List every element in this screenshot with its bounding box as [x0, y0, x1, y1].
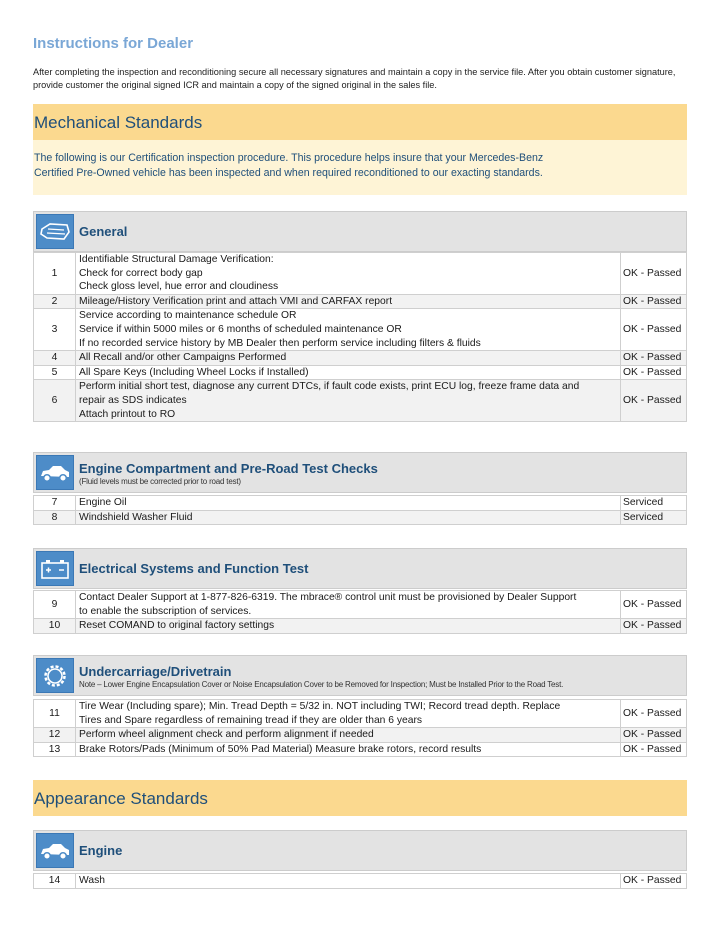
item-description [76, 510, 621, 525]
section-title: Electrical Systems and Function Test [79, 561, 309, 576]
description-line: repair as SDS indicates [79, 394, 187, 406]
item-number: 11 [34, 700, 76, 728]
item-number: 6 [34, 380, 76, 422]
checklist-table-appearance-engine [33, 873, 687, 889]
item-result: OK - Passed [621, 380, 687, 422]
description-line: All Recall and/or other Campaigns Performed [79, 352, 287, 364]
mechanical-standards-intro [33, 140, 687, 195]
item-description [76, 365, 621, 380]
item-result: OK - Passed [621, 591, 687, 619]
item-description [76, 728, 621, 743]
description-line: Mileage/History Verification print and attach VMI and CARFAX report [79, 295, 393, 307]
section-title: Undercarriage/Drivetrain [79, 664, 232, 679]
description-line: Identifiable Structural Damage Verification: [79, 254, 274, 265]
section-header-undercarriage [33, 655, 687, 696]
item-description [76, 700, 621, 728]
item-number: 8 [34, 510, 76, 525]
car-icon [36, 833, 74, 868]
checklist-table-electrical [33, 590, 687, 634]
item-result: OK - Passed [621, 619, 687, 634]
description-line: Perform initial short test, diagnose any current DTCs, if fault code exists, print ECU log, freeze frame data and [79, 381, 580, 393]
description-line: Reset COMAND to original factory settings [79, 620, 275, 632]
section-header-general [33, 211, 687, 252]
table-row [34, 294, 687, 309]
item-number: 2 [34, 294, 76, 309]
item-number: 12 [34, 728, 76, 743]
section-title: Engine Compartment and Pre-Road Test Checks [79, 461, 378, 476]
mechanical-standards-heading: Mechanical Standards [33, 104, 687, 140]
item-result: OK - Passed [621, 309, 687, 351]
item-number: 13 [34, 742, 76, 757]
section-header-electrical [33, 548, 687, 589]
section-header-engine-compartment [33, 452, 687, 493]
description-line: If no recorded service history by MB Dealer then perform service including filters & fluids [79, 337, 481, 349]
item-number: 3 [34, 309, 76, 351]
description-line: to enable the subscription of services. [79, 605, 252, 617]
item-number: 10 [34, 619, 76, 634]
section-header-appearance-engine [33, 830, 687, 871]
description-line: Perform wheel alignment check and perform alignment if needed [79, 729, 374, 741]
item-description [76, 380, 621, 422]
item-result: OK - Passed [621, 742, 687, 757]
table-row [34, 309, 687, 351]
item-description [76, 496, 621, 511]
description-line: Tires and Spare regardless of remaining tread if they are older than 6 years [79, 714, 423, 726]
description-line: Check for correct body gap [79, 267, 203, 279]
table-row [34, 728, 687, 743]
item-number: 1 [34, 253, 76, 295]
description-line: Windshield Washer Fluid [79, 511, 193, 523]
description-line: All Spare Keys (Including Wheel Locks if Installed) [79, 366, 309, 378]
battery-icon [36, 551, 74, 586]
item-description [76, 742, 621, 757]
description-line: Service according to maintenance schedule OR [79, 310, 297, 322]
table-row [34, 351, 687, 366]
item-number: 7 [34, 496, 76, 511]
dealer-instructions-text: After completing the inspection and reconditioning secure all necessary signatures and maintain a copy in the service file. After you obtain customer signature, provide customer the original signed ICR and maintain a copy of the signed original in the sales file. [33, 67, 676, 90]
table-row [34, 496, 687, 511]
description-line: Attach printout to RO [79, 408, 176, 420]
item-result: OK - Passed [621, 700, 687, 728]
item-result: OK - Passed [621, 874, 687, 889]
item-result: OK - Passed [621, 365, 687, 380]
description-line: Tire Wear (Including spare); Min. Tread Depth = 5/32 in. NOT including TWI; Record tread depth. Replace [79, 701, 561, 712]
description-line: Wash [79, 875, 105, 886]
section-subtitle: (Fluid levels must be corrected prior to road test) [79, 477, 241, 486]
item-result: OK - Passed [621, 294, 687, 309]
table-row [34, 874, 687, 889]
table-row [34, 510, 687, 525]
item-description [76, 253, 621, 295]
table-row [34, 742, 687, 757]
description-line: Engine Oil [79, 497, 127, 508]
description-line: Brake Rotors/Pads (Minimum of 50% Pad Material) Measure brake rotors, record results [79, 743, 482, 755]
appearance-standards-heading: Appearance Standards [33, 780, 687, 816]
item-description [76, 351, 621, 366]
car-frame-icon [36, 214, 74, 249]
item-description [76, 309, 621, 351]
item-description [76, 294, 621, 309]
table-row [34, 700, 687, 728]
description-line: Contact Dealer Support at 1-877-826-6319. The mbrace® control unit must be provisioned by Dealer Support [79, 592, 577, 603]
item-number: 9 [34, 591, 76, 619]
checklist-table-general [33, 252, 687, 422]
item-result: Serviced [621, 496, 687, 511]
checklist-table-undercarriage [33, 699, 687, 757]
table-row [34, 365, 687, 380]
item-description [76, 874, 621, 889]
item-result: OK - Passed [621, 253, 687, 295]
intro-line: Certified Pre-Owned vehicle has been inspected and when required reconditioned to our exacting standards. [34, 167, 543, 179]
item-result: OK - Passed [621, 351, 687, 366]
section-title: Engine [79, 843, 123, 858]
item-result: OK - Passed [621, 728, 687, 743]
item-description [76, 619, 621, 634]
description-line: Check gloss level, hue error and cloudiness [79, 281, 279, 293]
item-number: 14 [34, 874, 76, 889]
table-row [34, 253, 687, 295]
table-row [34, 591, 687, 619]
item-result: Serviced [621, 510, 687, 525]
section-subtitle: Note – Lower Engine Encapsulation Cover or Noise Encapsulation Cover to be Removed for Inspection; Must be Installed Prior to the Road Test. [79, 680, 564, 689]
table-row [34, 380, 687, 422]
section-title: General [79, 224, 128, 239]
item-description [76, 591, 621, 619]
checklist-table-engine-compartment [33, 495, 687, 525]
gear-icon [36, 658, 74, 693]
dealer-instructions-title: Instructions for Dealer [33, 35, 194, 52]
table-row [34, 619, 687, 634]
car-icon [36, 455, 74, 490]
description-line: Service if within 5000 miles or 6 months of scheduled maintenance OR [79, 323, 402, 335]
item-number: 4 [34, 351, 76, 366]
item-number: 5 [34, 365, 76, 380]
intro-line: The following is our Certification inspection procedure. This procedure helps insure that your Mercedes-Benz [34, 152, 544, 164]
